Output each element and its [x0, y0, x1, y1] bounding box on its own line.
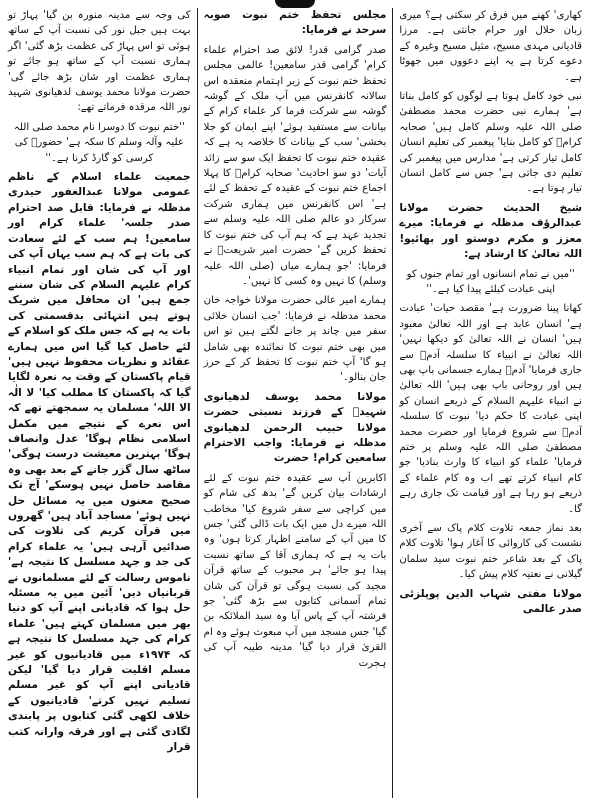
paragraph: کھاری' کھنے میں فرق کر سکتی ہے؟ میری زبان حلال اور حرام جانتی ہے۔ مرزا قادیانی مہدی مسیح، مثیل مسیح وغیرہ کے دعوے کرتا ہے یہ اپنے دعووں میں جھوٹا ہے۔ — [399, 10, 582, 83]
speaker-heading: جمعیت علماء اسلام کے ناظم عمومی مولانا عبدالغفور حیدری مدظلہ نے فرمایا: قابل صد احترام صدر جلسہ' علماء کرام اور سامعین! ہم سب کے لئے سعادت کی بات ہے کہ ہم سب یہاں آپ کی اور آپ کی شان اور تمام انبیاء کرام علیہم السلام کی شان سننے جمع ہیں' ان محافل میں شریک ہوتے ہیں انتہائی بدقسمتی کی بات یہ ہے کہ جس ملک کو اسلام کے لئے حاصل کیا گیا اس میں ہمارے عقائد و نظریات محفوظ نہیں ہیں' قیام پاکستان کے وقت یہ نعرہ لگایا گیا کہ پاکستان کا مطلب کیا' لا الٰہ الا اللہ' مسلمان یہ سمجھتے تھے کہ اس نعرے کے نتیجے میں مکمل اسلامی نظام ہوگا' عدل وانصاف ہوگا' بہترین معیشت درست ہوگی' ساٹھ سال گزر جانے کے بعد بھی وہ مقاصد حاصل نہیں ہوسکے' آج تک صحیح معنوں میں یہ مسائل حل نہیں ہوئے' مساجد آباد ہیں' گھروں میں قرآن کریم کی تلاوت کی صدائیں آرہی ہیں' یہ علماء کرام کی جد و جہد مسلسل کا نتیجہ ہے' ناموس رسالت کے لئے مسلمانوں نے قربانیاں دیں' آئین میں یہ مسئلہ حل ہوا کہ قادیانی اپنے آپ کو دنیا بھر میں مسلمان کہتے ہیں' علماء کرام کی جہد مسلسل کا نتیجہ ہے کہ ۱۹۷۴ء میں قادیانیوں کو غیر مسلم اقلیت قرار دیا گیا' لیکن قادیانی اپنے آپ کو غیر مسلم تسلیم نہیں کرتے' قادیانیوں کے خلاف لکھی گئی کتابوں پر پابندی لگادی گئی ہے اور فرقہ وارانہ کتب قرار — [7, 171, 191, 754]
paragraph: کھانا پینا ضرورت ہے' مقصد حیات' عبادت ہے' انسان عابد ہے اور اللہ تعالیٰ معبود ہیں' انسان نے اللہ تعالیٰ کو دیکھا نہیں' اللہ تعالیٰ نے انبیاء کا سلسلہ آدمؑ سے جاری فرمایا' آدمؑ ہمارے جسمانی باپ بھی ہیں اور روحانی باپ بھی ہیں' اللہ تعالیٰ نے انبیاء علیہم السلام کے ذریعے انسان کو اپنی عبادت کا حکم دیا' نبوت کا سلسلہ آدمؑ سے شروع فرمایا اور حضرت محمد مصطفیٰ صلی اللہ علیہ وسلم پر ختم فرمایا' علماء کو انبیاء کا وارث بنادیا' جو کام انبیاء کرتے تھے اب وہ کام علماء کے ذریعے ہو رہا ہے اور قیامت تک جاری رہے گا۔ — [399, 303, 582, 515]
column-right — [393, 8, 588, 798]
column-left — [2, 8, 198, 798]
paragraph: بعد نماز جمعہ تلاوت کلام پاک سے آخری نشست کی کاروائی کا آغاز ہوا' تلاوت کلام پاک کے بعد شاعر ختم نبوت سید سلمان گیلانی نے نعتیہ کلام پیش کیا۔ — [399, 523, 582, 581]
speaker-heading: مولانا محمد یوسف لدھیانوی شہیدؒ کے فرزند نسبتی حضرت مولانا حبیب الرحمن لدھیانوی مدظلہ نے فرمایا: واجب الاحترام سامعین کرام! حضرت — [203, 390, 387, 465]
paragraph: نبی خود کامل ہوتا ہے لوگوں کو کامل بناتا ہے' ہمارے نبی حضرت محمد مصطفیٰ صلی اللہ علیہ وسلم کامل ہیں' صحابہ کرامؓ کو کامل بنایا' پیغمبر کی تعلیم انسان کامل تیار کرتی ہے' مدارس میں پیغمبر کی تعلیم دی جاتی ہے' جس سے کامل انسان تیار ہوتا ہے۔ — [399, 91, 582, 195]
quotation: ''ختم نبوت کا دوسرا نام محمد صلی اللہ علیہ وآلہ وسلم کا سکہ ہے' حضورؐ کی کرسی کو گارڈ کرنا ہے۔'' — [13, 121, 185, 164]
quotation: ''میں نے تمام انسانوں اور تمام جنوں کو اپنی عبادت کیلئے پیدا کیا ہے۔'' — [406, 268, 575, 295]
paragraph: کی وجہ سے مدینہ منورہ بن گیا' پہاڑ تو بہت ہیں جبل نور کی نسبت آپ کے ساتھ ہوئی تو اس پہاڑ کی عظمت بڑھ گئی' اگر ہماری نسبت آپ کے ساتھ ہو جائے تو ہماری عظمت اور شان بڑھ جائے گی' حضرت مولانا محمد یوسف لدھیانوی شہید نور اللہ مرقدہ فرماتے تھے: — [7, 10, 191, 114]
speaker-heading: مولانا مفتی شہاب الدین پوپلزئی صدر عالمی — [399, 587, 582, 616]
text-columns — [2, 8, 588, 798]
speaker-heading: مجلس تحفظ ختم نبوت صوبہ سرحد نے فرمایا: — [203, 9, 387, 37]
paragraph: ہمارے امیر عالی حضرت مولانا خواجہ خان محمد مدظلہ نے فرمایا: 'جب انسان خلائی سفر میں چاند پر جانے لگتے ہیں تو اس میں بھی ختم نبوت کا نمائندہ بھی شامل ہو گا' آپ ختم نبوت کا تحفظ کر کے حرز جان بنالو۔' — [203, 295, 387, 384]
speaker-heading: شیخ الحدیث حضرت مولانا عبدالرؤف مدظلہ نے فرمایا: میرے معزز و مکرم دوستو اور بھائیو! اللہ تعالیٰ کا ارشاد ہے: — [399, 201, 582, 261]
column-middle — [198, 8, 394, 798]
top-ornament — [275, 0, 315, 8]
paragraph: صدر گرامی قدر! لائق صد احترام علماء کرام' گرامی قدر سامعین! عالمی مجلس تحفظ ختم نبوت کے زیر اہتمام منعقدہ اس سالانہ کانفرنس میں آپ ملک کے گوشہ گوشہ سے شرکت فرما کر علماء کرام کے بیانات سے مستفید ہوئے' اپنے ایمان کو جلا بخشی' سب کے بیانات کا خلاصہ یہ ہے کہ عقیدہ ختم نبوت کا تحفظ ایک سو سے زائد آیات' دو سو احادیث' صحابہ کرامؓ کا پہلا اجماع ختم نبوت کے عقیدہ کے تحفظ کے لئے ہے' اس کانفرنس میں ہماری شرکت سرکار دو عالم صلی اللہ علیہ وسلم سے تجدید عہد ہے کہ ہم آپ کی ختم نبوت کا تحفظ کریں گے' حضرت امیر شریعتؒ نے فرمایا: 'جو ہمارے میاں (صلی اللہ علیہ وسلم) کا نہیں وہ کسی کا نہیں'۔ — [203, 44, 387, 287]
paragraph: اکابرین آپ سے عقیدہ ختم نبوت کے لئے ارشادات بیان کریں گے' بدھ کی شام کو میں کراچی سے سفر شروع کیا' مخاطب اللہ میرے دل میں ایک بات ڈالی گئی' جس کا میں آپ کے سامنے اظہار کرتا ہوں' وہ بات یہ ہے کہ ہماری آقا کے ساتھ نسبت پیدا ہو جائے' ہر محبوب کے ساتھ قرآن مجید کی نسبت ہوگی تو قرآن کی شان تمام آسمانی کتابوں سے بڑھ گئی' جو فرشتہ آپ کے پاس آیا وہ سید الملائکہ بن گیا' جس مسجد میں آپ مبعوث ہوئے وہ ام القریٰ قرار دیا گیا' مدینہ طیبہ آپ کی ہجرت — [203, 472, 387, 669]
